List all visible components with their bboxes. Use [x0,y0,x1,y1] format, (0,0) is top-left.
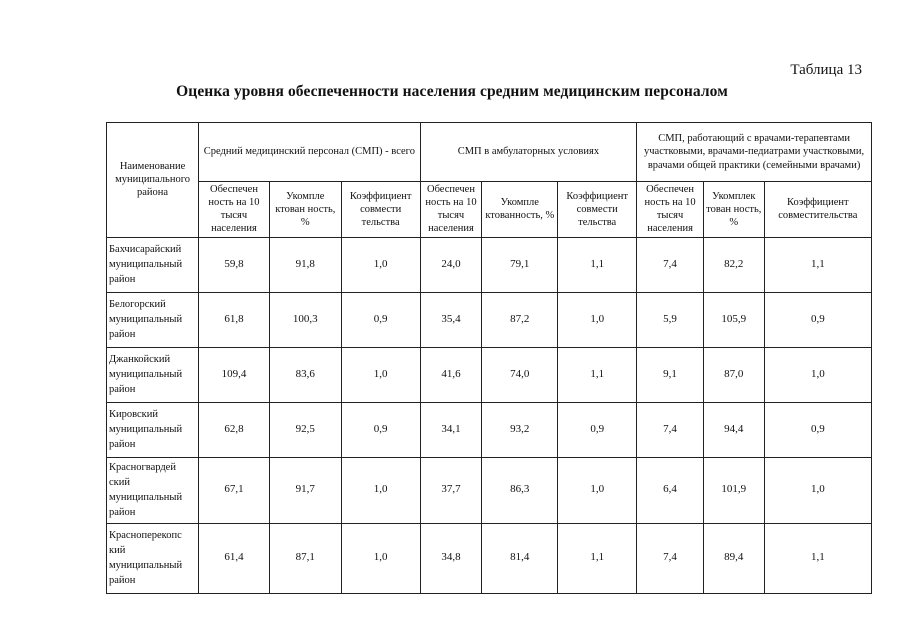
cell-smp-total-staffing: 83,6 [269,347,341,402]
subheader-coefficient: Коэффициент совмести тельства [558,182,637,238]
cell-primary-care-staffing: 89,4 [703,523,764,593]
cell-ambulatory-coefficient: 1,1 [558,237,637,292]
cell-ambulatory-coefficient: 1,0 [558,292,637,347]
cell-ambulatory-coefficient: 1,1 [558,347,637,402]
district-column-header: Наименование муниципального района [107,123,199,238]
cell-smp-total-provision: 67,1 [199,457,270,523]
cell-smp-total-staffing: 92,5 [269,402,341,457]
district-name: Кировский муниципальный район [107,402,199,457]
cell-smp-total-coefficient: 1,0 [341,347,420,402]
group-header-smp-ambulatory: СМП в амбулаторных условиях [420,123,637,182]
staffing-table [106,122,872,594]
cell-ambulatory-staffing: 87,2 [482,292,558,347]
cell-primary-care-provision: 7,4 [637,402,704,457]
district-name: Белогорский муниципальный район [107,292,199,347]
cell-primary-care-staffing: 82,2 [703,237,764,292]
cell-primary-care-staffing: 94,4 [703,402,764,457]
table-row [107,402,872,457]
cell-smp-total-staffing: 91,8 [269,237,341,292]
subheader-staffing: Укомплек тован ность, % [703,182,764,238]
cell-smp-total-coefficient: 0,9 [341,402,420,457]
cell-ambulatory-provision: 24,0 [420,237,482,292]
cell-ambulatory-provision: 34,8 [420,523,482,593]
cell-ambulatory-staffing: 86,3 [482,457,558,523]
cell-ambulatory-provision: 41,6 [420,347,482,402]
cell-smp-total-coefficient: 1,0 [341,523,420,593]
table-body [107,237,872,593]
group-header-smp-primary-care: СМП, работающий с врачами-терапевтами участковыми, врачами-педиатрами участковыми, врачами общей практики (семейными врачами) [637,123,872,182]
cell-primary-care-staffing: 101,9 [703,457,764,523]
cell-primary-care-provision: 7,4 [637,523,704,593]
group-header-smp-total: Средний медицинский персонал (СМП) - всего [199,123,421,182]
cell-ambulatory-staffing: 74,0 [482,347,558,402]
cell-ambulatory-provision: 34,1 [420,402,482,457]
cell-primary-care-provision: 9,1 [637,347,704,402]
subheader-coefficient: Коэффициент совместительства [764,182,871,238]
subheader-provision: Обеспечен ность на 10 тысяч населения [420,182,482,238]
cell-ambulatory-staffing: 93,2 [482,402,558,457]
cell-smp-total-staffing: 100,3 [269,292,341,347]
district-name: Красногвардей ский муниципальный район [107,457,199,523]
table-row [107,292,872,347]
cell-smp-total-provision: 62,8 [199,402,270,457]
cell-smp-total-coefficient: 1,0 [341,457,420,523]
cell-ambulatory-coefficient: 1,0 [558,457,637,523]
cell-smp-total-staffing: 91,7 [269,457,341,523]
subheader-staffing: Укомпле ктован ность, % [269,182,341,238]
cell-smp-total-provision: 109,4 [199,347,270,402]
cell-primary-care-provision: 6,4 [637,457,704,523]
cell-primary-care-coefficient: 1,1 [764,523,871,593]
table-row [107,237,872,292]
cell-primary-care-staffing: 105,9 [703,292,764,347]
cell-ambulatory-coefficient: 0,9 [558,402,637,457]
cell-smp-total-coefficient: 0,9 [341,292,420,347]
table-row [107,523,872,593]
subheader-staffing: Укомпле ктованность, % [482,182,558,238]
cell-ambulatory-staffing: 81,4 [482,523,558,593]
cell-primary-care-coefficient: 1,1 [764,237,871,292]
subheader-provision: Обеспечен ность на 10 тысяч населения [199,182,270,238]
subheader-provision: Обеспечен ность на 10 тысяч населения [637,182,704,238]
cell-primary-care-provision: 7,4 [637,237,704,292]
cell-primary-care-coefficient: 0,9 [764,402,871,457]
cell-primary-care-coefficient: 1,0 [764,347,871,402]
cell-primary-care-provision: 5,9 [637,292,704,347]
cell-primary-care-staffing: 87,0 [703,347,764,402]
cell-ambulatory-staffing: 79,1 [482,237,558,292]
document-title: Оценка уровня обеспеченности населения средним медицинским персоналом [176,83,728,100]
cell-ambulatory-coefficient: 1,1 [558,523,637,593]
table-header [107,123,872,238]
cell-smp-total-provision: 59,8 [199,237,270,292]
table-row [107,457,872,523]
table-number: Таблица 13 [790,62,862,78]
table-row [107,347,872,402]
district-name: Бахчисарайский муниципальный район [107,237,199,292]
subheader-coefficient: Коэффициент совмести тельства [341,182,420,238]
cell-ambulatory-provision: 37,7 [420,457,482,523]
cell-smp-total-staffing: 87,1 [269,523,341,593]
cell-smp-total-provision: 61,8 [199,292,270,347]
district-name: Красноперекопс кий муниципальный район [107,523,199,593]
cell-ambulatory-provision: 35,4 [420,292,482,347]
district-name: Джанкойский муниципальный район [107,347,199,402]
cell-smp-total-provision: 61,4 [199,523,270,593]
cell-smp-total-coefficient: 1,0 [341,237,420,292]
cell-primary-care-coefficient: 0,9 [764,292,871,347]
cell-primary-care-coefficient: 1,0 [764,457,871,523]
